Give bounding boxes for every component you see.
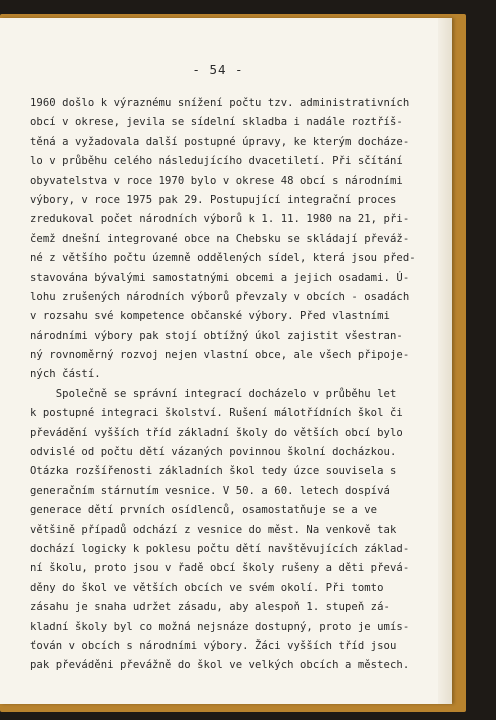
page-edge [438, 18, 452, 704]
paragraph-start-line: Společně se správní integrací docházelo v průběhu let [30, 387, 397, 400]
text-line: odvislé od počtu dětí vázaných povinnou školní docházkou. [30, 446, 397, 459]
text-line: ný rovnoměrný rozvoj nejen vlastní obce, ale všech připoje- [30, 349, 410, 362]
page-number: - 54 - [192, 62, 244, 77]
text-line: k postupné integraci školství. Rušení málotřídních škol či [30, 407, 403, 420]
text-line: obcí v okrese, jevila se sídelní skladba i nadále roztříš- [30, 116, 403, 129]
text-line: generačním stárnutím vesnice. V 50. a 60. letech dospívá [30, 484, 390, 497]
text-line: obyvatelstva v roce 1970 bylo v okrese 48 obcí s národními [30, 174, 403, 187]
text-line: těná a vyžadovala další postupné úpravy, ke kterým docháze- [30, 135, 410, 148]
text-line: generace dětí prvních osídlenců, osamostatňuje se a ve [30, 504, 378, 517]
text-line: zásahu je snaha udržet zásadu, aby alespoň 1. stupeň zá- [30, 601, 390, 614]
text-line: čemž dnešní integrované obce na Chebsku se skládají převáž- [30, 232, 410, 245]
text-line: národními výbory pak stojí obtížný úkol zajistit všestran- [30, 329, 403, 342]
text-line: zredukoval počet národních výborů k 1. 11. 1980 na 21, při- [30, 213, 410, 226]
text-line: děny do škol ve větších obcích ve svém okolí. Při tomto [30, 581, 384, 594]
text-line: stavována bývalými samostatnými obcemi a jejich osadami. Ú- [30, 271, 410, 284]
text-line: Otázka rozšířenosti základních škol tedy úzce souvisela s [30, 465, 397, 478]
text-line: dochází logicky k poklesu počtu dětí navštěvujících základ- [30, 542, 410, 555]
text-line: ťován v obcích s národními výbory. Žáci vyšších tříd jsou [30, 639, 397, 652]
document-page [0, 18, 452, 704]
text-line: pak převáděni převážně do škol ve velkých obcích a městech. [30, 659, 410, 672]
body-text [30, 94, 436, 676]
text-line: ných částí. [30, 368, 101, 381]
text-line: né z většího počtu územně oddělených sídel, která jsou před- [30, 252, 416, 265]
text-line: kladní školy byl co možná nejsnáze dostupný, proto je umís- [30, 620, 410, 633]
text-line: většině případů odchází z vesnice do měst. Na venkově tak [30, 523, 397, 536]
text-line: v rozsahu své kompetence občanské výbory. Před vlastními [30, 310, 390, 323]
text-line: 1960 došlo k výraznému snížení počtu tzv. administrativních [30, 97, 410, 109]
text-line: výbory, v roce 1975 pak 29. Postupující integrační proces [30, 193, 397, 206]
text-line: převádění vyšších tříd základní školy do větších obcí bylo [30, 426, 403, 439]
text-line: lo v průběhu celého následujícího dvacetiletí. Při sčítání [30, 155, 403, 168]
text-line: lohu zrušených národních výborů převzaly v obcích - osadách [30, 290, 410, 303]
text-line: ní školu, proto jsou v řadě obcí školy rušeny a děti převá- [30, 562, 410, 575]
